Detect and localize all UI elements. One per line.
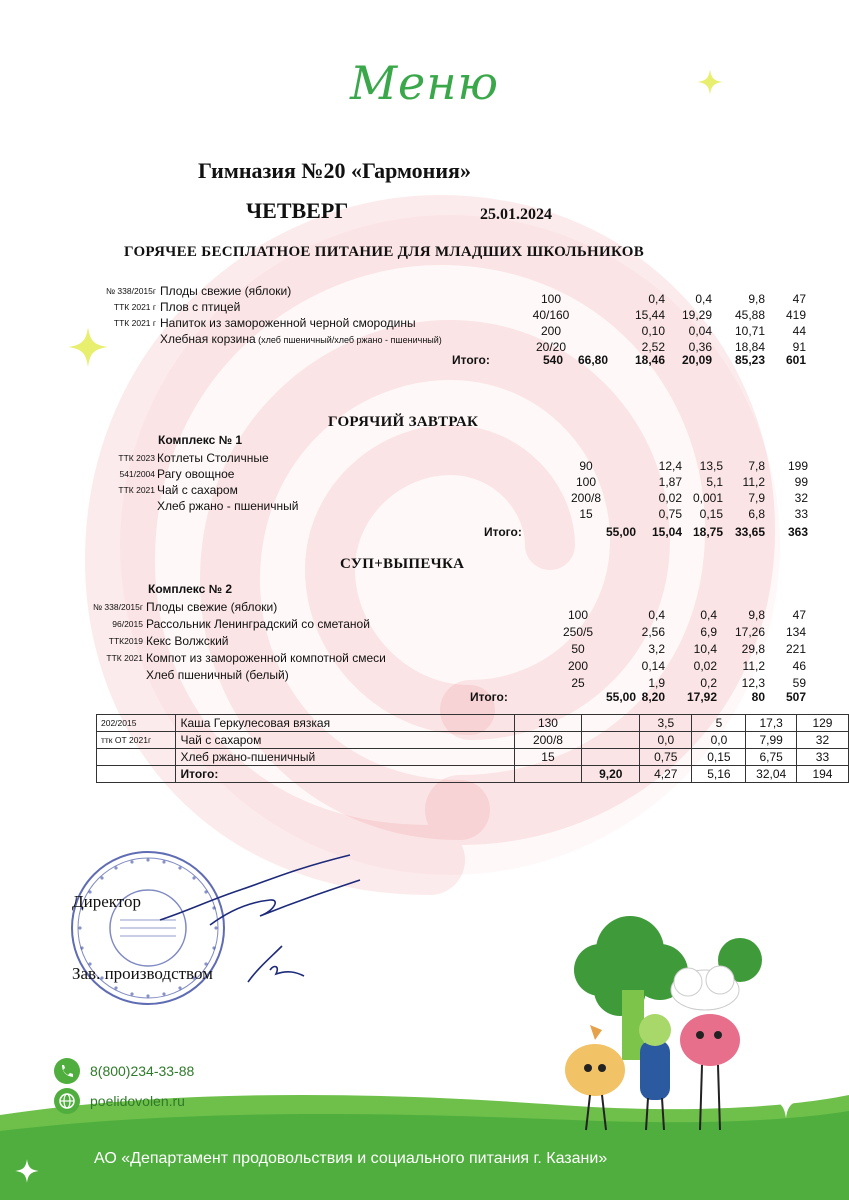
dish-kcal: 46 xyxy=(792,659,806,673)
total-fat: 5,16 xyxy=(692,766,746,783)
total-price: 55,00 xyxy=(605,690,636,704)
total-price: 9,20 xyxy=(582,766,640,783)
section-heading: ГОРЯЧИЙ ЗАВТРАК xyxy=(328,414,479,430)
dish-carbs: 7,99 xyxy=(746,732,797,749)
dish-code xyxy=(97,749,176,766)
dish-fat: 0,001 xyxy=(692,491,723,505)
section-heading: ГОРЯЧЕЕ БЕСПЛАТНОЕ ПИТАНИЕ ДЛЯ МЛАДШИХ ШКОЛЬНИКОВ xyxy=(124,244,645,260)
menu-row xyxy=(0,332,849,354)
total-label: Итого: xyxy=(470,690,508,704)
empty-cell xyxy=(582,715,640,732)
dish-fat: 0,4 xyxy=(695,292,712,306)
table-row xyxy=(97,749,849,766)
dish-name: Напиток из замороженной черной смородины xyxy=(160,316,416,330)
director-signature xyxy=(150,850,370,940)
dish-protein: 0,4 xyxy=(648,608,665,622)
dish-name: Хлеб ржано-пшеничный xyxy=(176,749,514,766)
dish-protein: 2,52 xyxy=(641,340,665,354)
dish-carbs: 7,9 xyxy=(748,491,765,505)
dish-code: № 338/2015г xyxy=(105,286,156,296)
total-kcal: 601 xyxy=(785,353,806,367)
dish-code: ТТК 2023 xyxy=(118,453,155,463)
dish-name: Плов с птицей xyxy=(160,300,241,314)
phone-number[interactable]: 8(800)234-33-88 xyxy=(90,1063,195,1079)
total-kcal: 363 xyxy=(787,525,808,539)
complex-label: Комплекс № 1 xyxy=(158,433,242,447)
empty-cell xyxy=(582,749,640,766)
menu-row xyxy=(0,617,849,639)
menu-row xyxy=(0,483,849,505)
complex-label: Комплекс № 2 xyxy=(148,582,232,596)
dish-kcal: 32 xyxy=(794,491,808,505)
dish-name: Хлебная корзина (хлеб пшеничный/хлеб ржано - пшеничный) xyxy=(160,332,442,346)
total-protein: 18,46 xyxy=(634,353,665,367)
dish-protein: 0,02 xyxy=(658,491,682,505)
total-kcal: 507 xyxy=(785,690,806,704)
dish-name: Чай с сахаром xyxy=(157,483,238,497)
dish-kcal: 129 xyxy=(796,715,848,732)
dish-code: ТТК 2021 г xyxy=(113,302,156,312)
dish-carbs: 17,26 xyxy=(734,625,765,639)
dish-kcal: 221 xyxy=(785,642,806,656)
dish-carbs: 11,2 xyxy=(742,659,765,673)
sparkle-icon xyxy=(766,1080,806,1120)
dish-code: ТТК 2021 xyxy=(118,485,155,495)
dish-name: Котлеты Столичные xyxy=(157,451,269,465)
dish-code: № 338/2015г xyxy=(92,602,143,612)
total-fat: 20,09 xyxy=(681,353,712,367)
dish-kcal: 47 xyxy=(792,292,806,306)
dish-carbs: 6,75 xyxy=(746,749,797,766)
dish-portion: 130 xyxy=(514,715,582,732)
dish-fat: 0,02 xyxy=(693,659,717,673)
dish-fat: 19,29 xyxy=(681,308,712,322)
dish-portion: 90 xyxy=(579,459,593,473)
dish-fat: 0,36 xyxy=(688,340,712,354)
globe-icon xyxy=(54,1088,80,1114)
dish-protein: 0,10 xyxy=(641,324,665,338)
menu-row xyxy=(0,300,849,322)
dish-fat: 5 xyxy=(692,715,746,732)
production-signature xyxy=(240,940,310,990)
total-carbs: 80 xyxy=(751,690,765,704)
dish-protein: 0,4 xyxy=(648,292,665,306)
dish-carbs: 29,8 xyxy=(741,642,765,656)
dish-protein: 12,4 xyxy=(658,459,682,473)
dish-protein: 0,14 xyxy=(641,659,665,673)
dish-kcal: 59 xyxy=(792,676,806,690)
dish-portion: 50 xyxy=(571,642,585,656)
dish-portion: 200/8 xyxy=(570,491,602,505)
empty-cell xyxy=(97,766,176,783)
dish-name: Кекс Волжский xyxy=(146,634,229,648)
phone-icon xyxy=(54,1058,80,1084)
empty-cell xyxy=(582,732,640,749)
menu-title: Меню xyxy=(349,56,500,110)
dish-protein: 3,5 xyxy=(640,715,692,732)
dish-portion: 200/8 xyxy=(514,732,582,749)
dish-carbs: 6,8 xyxy=(748,507,765,521)
table-row xyxy=(97,715,849,732)
menu-row xyxy=(0,668,849,690)
total-carbs: 85,23 xyxy=(734,353,765,367)
dish-fat: 0,15 xyxy=(699,507,723,521)
dish-kcal: 99 xyxy=(794,475,808,489)
sparkle-icon xyxy=(14,1158,40,1184)
menu-row xyxy=(0,499,849,521)
dish-name: Плоды свежие (яблоки) xyxy=(160,284,292,298)
menu-row xyxy=(0,467,849,489)
menu-date: 25.01.2024 xyxy=(480,206,552,223)
dish-kcal: 33 xyxy=(796,749,848,766)
production-label: Зав. производством xyxy=(72,964,213,983)
dish-portion: 100 xyxy=(540,292,562,306)
dish-portion: 25 xyxy=(571,676,585,690)
dish-kcal: 33 xyxy=(794,507,808,521)
dish-fat: 13,5 xyxy=(699,459,723,473)
dish-carbs: 7,8 xyxy=(748,459,765,473)
dish-code: ТТК 2021 г xyxy=(113,318,156,328)
total-portion: 540 xyxy=(542,353,564,367)
dish-kcal: 199 xyxy=(787,459,808,473)
dish-fat: 0,2 xyxy=(700,676,717,690)
dish-name: Рагу овощное xyxy=(157,467,235,481)
total-price: 66,80 xyxy=(577,353,608,367)
dish-code: 541/2004 xyxy=(119,469,155,479)
dish-protein: 1,87 xyxy=(658,475,682,489)
dish-code: 202/2015 xyxy=(97,715,176,732)
menu-row xyxy=(0,451,849,473)
dish-portion: 20/20 xyxy=(535,340,567,354)
total-label: Итого: xyxy=(484,525,522,539)
dish-fat: 0,0 xyxy=(692,732,746,749)
total-carbs: 33,65 xyxy=(734,525,765,539)
dish-carbs: 9,8 xyxy=(748,292,765,306)
dish-kcal: 91 xyxy=(792,340,806,354)
dish-kcal: 47 xyxy=(792,608,806,622)
dish-name: Чай с сахаром xyxy=(176,732,514,749)
dish-code: ттк ОТ 2021г xyxy=(97,732,176,749)
table-row xyxy=(97,732,849,749)
total-row xyxy=(0,353,849,369)
total-label: Итого: xyxy=(452,353,490,367)
dish-protein: 0,0 xyxy=(640,732,692,749)
dish-code: ТТК 2021 xyxy=(106,653,143,663)
dish-name: Хлеб ржано - пшеничный xyxy=(157,499,299,513)
section-heading: СУП+ВЫПЕЧКА xyxy=(340,556,465,572)
dish-fat: 0,4 xyxy=(700,608,717,622)
dish-protein: 3,2 xyxy=(648,642,665,656)
total-row xyxy=(0,525,849,541)
dish-portion: 40/160 xyxy=(532,308,570,322)
total-protein: 4,27 xyxy=(640,766,692,783)
dish-fat: 10,4 xyxy=(693,642,717,656)
menu-row xyxy=(0,316,849,338)
dish-kcal: 419 xyxy=(785,308,806,322)
total-label: Итого: xyxy=(176,766,514,783)
dish-protein: 0,75 xyxy=(658,507,682,521)
dish-code: 96/2015 xyxy=(112,619,143,629)
dish-kcal: 134 xyxy=(785,625,806,639)
dish-carbs: 12,3 xyxy=(741,676,765,690)
dish-protein: 15,44 xyxy=(634,308,665,322)
website-link[interactable]: poelidovolen.ru xyxy=(90,1093,185,1109)
dish-carbs: 17,3 xyxy=(746,715,797,732)
dish-kcal: 44 xyxy=(792,324,806,338)
total-price: 55,00 xyxy=(605,525,636,539)
dish-fat: 0,15 xyxy=(692,749,746,766)
dish-name: Рассольник Ленинградский со сметаной xyxy=(146,617,370,631)
dish-fat: 0,04 xyxy=(688,324,712,338)
menu-row xyxy=(0,284,849,306)
school-name: Гимназия №20 «Гармония» xyxy=(198,158,471,183)
weekday: ЧЕТВЕРГ xyxy=(246,198,349,223)
dish-fat: 6,9 xyxy=(700,625,717,639)
dish-name: Каша Геркулесовая вязкая xyxy=(176,715,514,732)
dish-portion: 100 xyxy=(575,475,597,489)
dish-carbs: 45,88 xyxy=(734,308,765,322)
footer-company: АО «Департамент продовольствия и социального питания г. Казани» xyxy=(94,1150,608,1167)
dish-note: (хлеб пшеничный/хлеб ржано - пшеничный) xyxy=(255,335,442,345)
menu-row xyxy=(0,600,849,622)
dish-carbs: 10,71 xyxy=(734,324,765,338)
dish-carbs: 9,8 xyxy=(748,608,765,622)
menu-row xyxy=(0,634,849,656)
dish-protein: 2,56 xyxy=(641,625,665,639)
dish-protein: 0,75 xyxy=(640,749,692,766)
empty-cell xyxy=(514,766,582,783)
total-kcal: 194 xyxy=(796,766,848,783)
dish-code: ТТК2019 xyxy=(108,636,143,646)
dish-fat: 5,1 xyxy=(706,475,723,489)
dish-portion: 250/5 xyxy=(562,625,594,639)
dish-carbs: 11,2 xyxy=(742,475,765,489)
total-fat: 17,92 xyxy=(686,690,717,704)
total-carbs: 32,04 xyxy=(746,766,797,783)
menu-row xyxy=(0,651,849,673)
dish-name: Хлеб пшеничный (белый) xyxy=(146,668,289,682)
total-row xyxy=(0,690,849,706)
dish-name: Плоды свежие (яблоки) xyxy=(146,600,278,614)
total-row xyxy=(97,766,849,783)
dish-name: Компот из замороженной компотной смеси xyxy=(146,651,386,665)
breakfast-table xyxy=(96,714,849,783)
total-protein: 8,20 xyxy=(641,690,665,704)
dish-kcal: 32 xyxy=(796,732,848,749)
dish-protein: 1,9 xyxy=(648,676,665,690)
dish-portion: 200 xyxy=(567,659,589,673)
dish-portion: 15 xyxy=(514,749,582,766)
dish-portion: 100 xyxy=(567,608,589,622)
dish-carbs: 18,84 xyxy=(734,340,765,354)
dish-portion: 15 xyxy=(579,507,593,521)
dish-portion: 200 xyxy=(540,324,562,338)
total-protein: 15,04 xyxy=(651,525,682,539)
total-fat: 18,75 xyxy=(692,525,723,539)
director-label: Директор xyxy=(72,892,141,911)
